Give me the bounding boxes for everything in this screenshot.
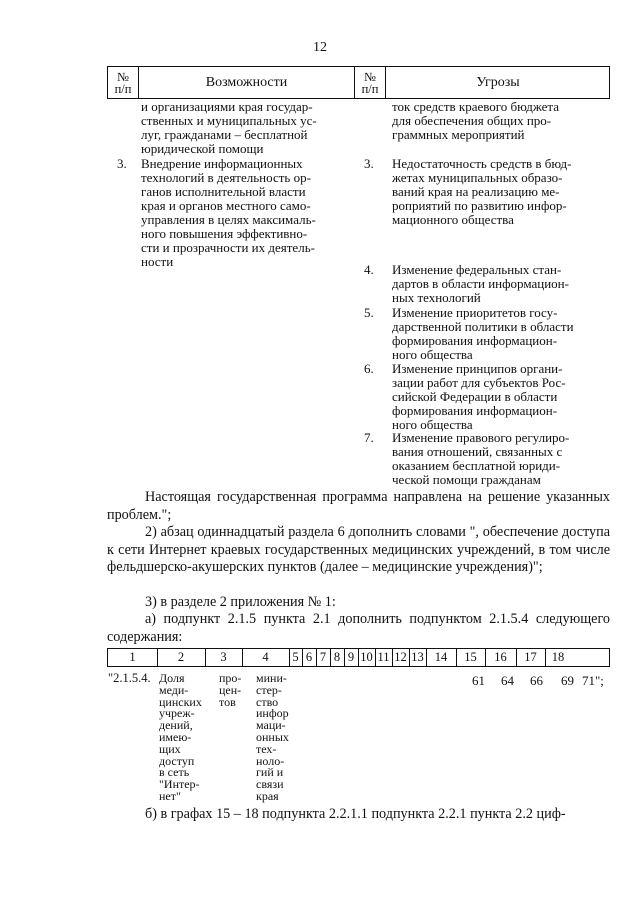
row-code: "2.1.5.4. — [108, 671, 151, 685]
indicator-header-col-4: 4 — [262, 650, 269, 664]
paragraph-amendment-3: 3) в разделе 2 приложения № 1: — [145, 594, 336, 610]
indicator-header-col-18: 18 — [551, 650, 565, 664]
indicator-header-col-14: 14 — [434, 650, 448, 664]
value-col-18: 71"; — [582, 673, 604, 688]
indicator-header-col-17: 17 — [524, 650, 537, 664]
col-number-header: № п/п — [114, 69, 132, 96]
threat-3-text: Недостаточность средств в бюд- жетах муниципальных образо- ваний края на реализацию ме- роприятий по развитию инфор- мационного общества — [392, 156, 572, 227]
page-number: 12 — [313, 40, 327, 55]
indicator-header-col-8: 8 — [333, 650, 341, 664]
paragraph-amendment-3a: а) подпункт 2.1.5 пункта 2.1 дополнить подпунктом 2.1.5.4 следующего содержания: — [107, 611, 610, 645]
indicator-header-col-7: 7 — [319, 650, 327, 664]
threat-continued: ток средств краевого бюджета для обеспечения общих про- граммных мероприятий — [392, 99, 560, 142]
value-col-15: 64 — [501, 673, 514, 688]
opportunity-3-number: 3. — [117, 156, 127, 171]
indicator-header-col-12: 12 — [394, 650, 407, 664]
indicator-header-col-15: 15 — [464, 650, 477, 664]
row-unit: про- цен- тов — [219, 671, 242, 709]
value-col-14: 61 — [472, 673, 485, 688]
threat-4-text: Изменение федеральных стан- дартов в области информацион- ных технологий — [392, 262, 569, 305]
threat-5-text: Изменение приоритетов госу- дарственной политики в области формирования информацион- ного общества — [392, 305, 574, 362]
threat-7-number: 7. — [364, 430, 374, 445]
threat-3-number: 3. — [364, 156, 374, 171]
indicator-table-header — [107, 648, 610, 667]
col-opportunities-header: Возможности — [205, 74, 288, 90]
indicator-header-col-13: 13 — [411, 650, 424, 664]
paragraph-program-aim: Настоящая государственная программа направлена на решение указанных проблем."; — [107, 489, 610, 523]
indicator-header-col-16: 16 — [494, 650, 507, 664]
value-col-16: 66 — [530, 673, 543, 688]
threat-6-text: Изменение принципов органи- зации работ для субъектов Рос- сийской Федерации в области формирования информацион- ного общества — [392, 361, 566, 432]
threat-4-number: 4. — [364, 262, 374, 277]
threats-table-header — [107, 66, 610, 99]
threat-5-number: 5. — [364, 305, 374, 320]
paragraph-amendment-2: 2) абзац одиннадцатый раздела 6 дополнить словами ", обеспечение доступа к сети Интернет краевых государственных медицинских учреждений, в том числе фельдшерско-акушерских пунктов (далее – медицинские учреждения)"; — [107, 524, 610, 575]
paragraph-amendment-3b: б) в графах 15 – 18 подпункта 2.2.1.1 подпункта 2.2.1 пункта 2.2 циф- — [145, 806, 566, 822]
col-number2-header: № п/п — [361, 69, 379, 96]
indicator-header-col-9: 9 — [347, 650, 355, 664]
indicator-header-col-11: 11 — [377, 650, 390, 664]
indicator-header-col-10: 10 — [360, 650, 373, 664]
row-indicator-name: Доля меди- цинских учреж- дений, имею- щих доступ в сеть "Интер- нет" — [159, 671, 202, 803]
indicator-header-col-2: 2 — [177, 650, 185, 664]
row-executor: мини- стер- ство инфор маци- онных тех- ноло- гий и связи края — [256, 671, 289, 803]
indicator-header-col-5: 5 — [292, 650, 299, 664]
indicator-header-col-6: 6 — [305, 650, 313, 664]
indicator-header-col-3: 3 — [220, 650, 227, 664]
col-threats-header: Угрозы — [476, 74, 520, 90]
indicator-header-col-1: 1 — [129, 650, 136, 664]
opportunity-continued: и организациями края государ- ственных и муниципальных ус- луг, гражданами – бесплатной юридической помощи — [141, 99, 317, 156]
threat-7-text: Изменение правового регулиро- вания отношений, связанных с оказанием бесплатной юриди- ческой помощи гражданам — [392, 430, 570, 487]
threat-6-number: 6. — [364, 361, 374, 376]
value-col-17: 69 — [561, 673, 574, 688]
opportunity-3-text: Внедрение информационных технологий в деятельность ор- ганов исполнительной власти края и органов местного само- управления в целях максималь- ного повышения эффективно- сти и прозрачности их деятель- ности — [141, 156, 316, 269]
